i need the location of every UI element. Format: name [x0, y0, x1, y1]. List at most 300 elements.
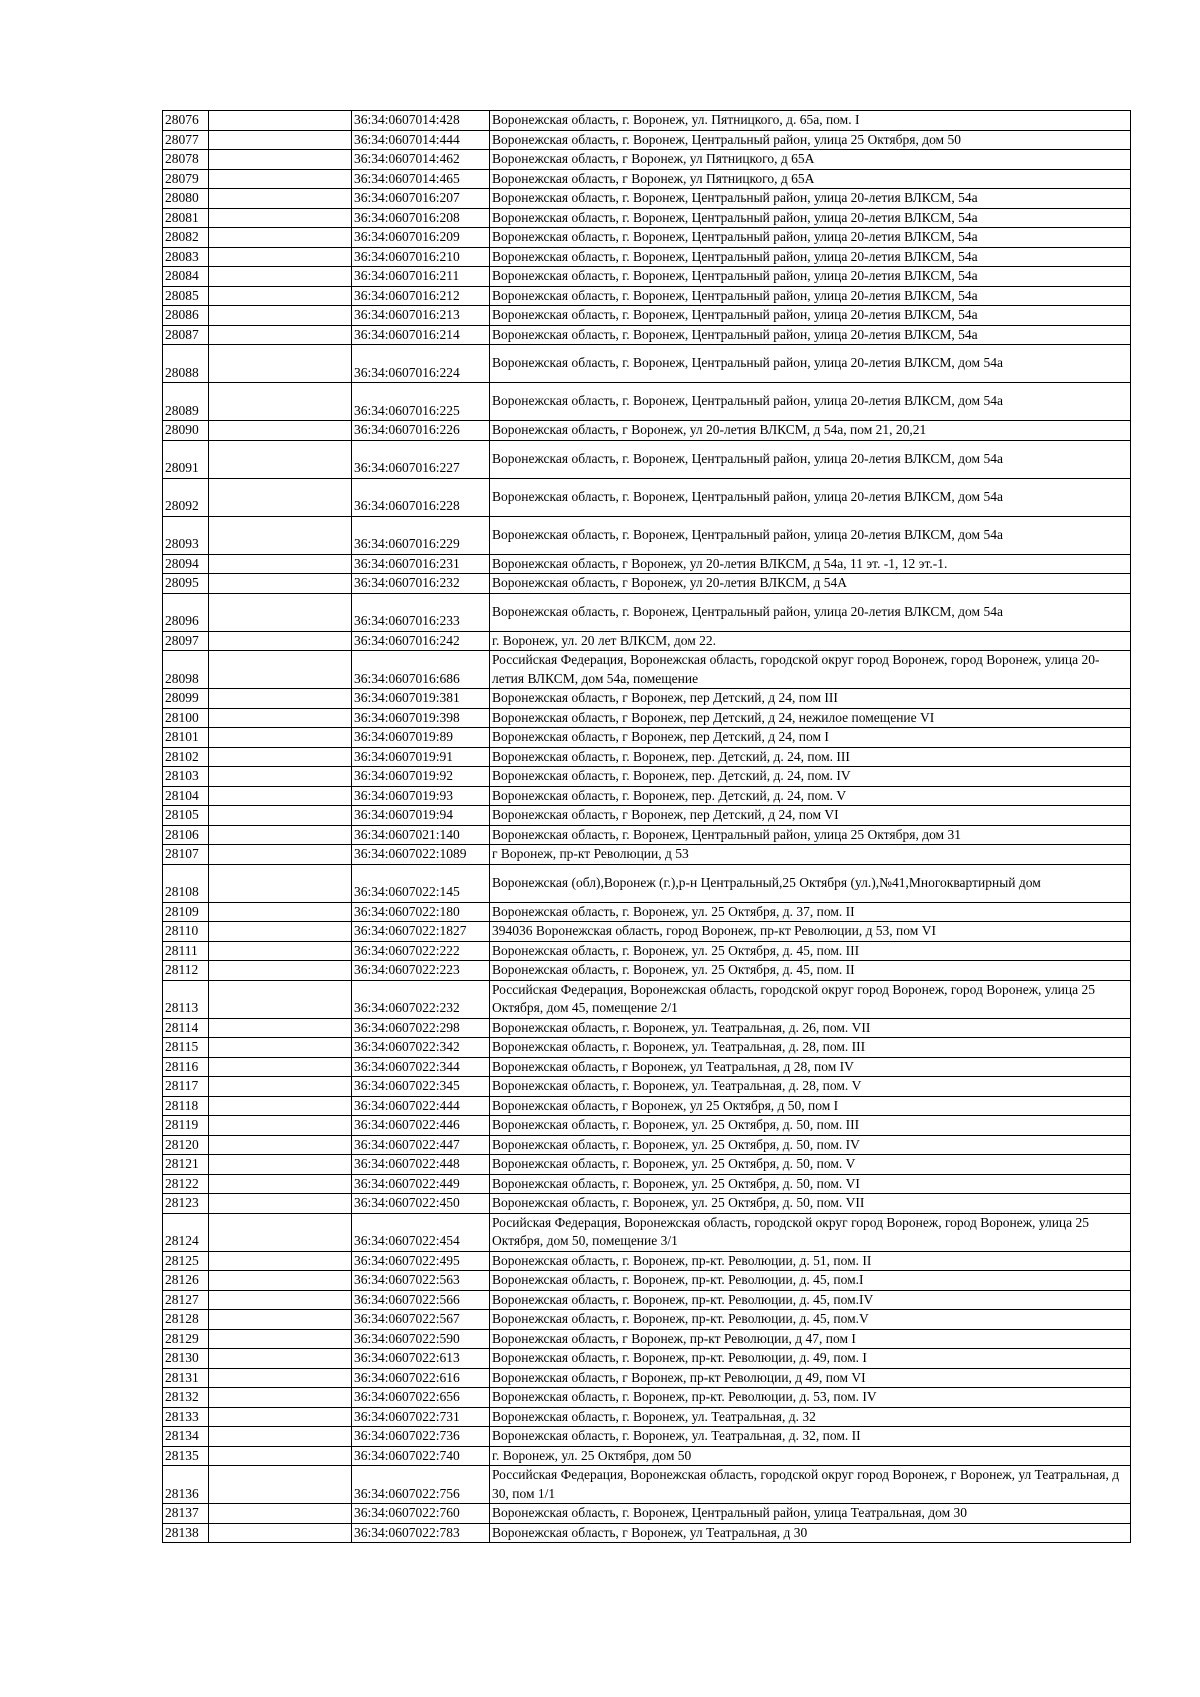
blank-cell [209, 267, 352, 287]
cadastral-number-cell: 36:34:0607019:398 [352, 708, 490, 728]
cadastral-number-cell: 36:34:0607022:1827 [352, 922, 490, 942]
address-cell: Воронежская область, г Воронеж, ул 20-летия ВЛКСМ, д 54а, 11 эт. -1, 12 эт.-1. [490, 554, 1131, 574]
address-cell: Воронежская область, г. Воронеж, пер. Детский, д. 24, пом. IV [490, 767, 1131, 787]
table-row [163, 767, 1131, 787]
table-row [163, 1427, 1131, 1447]
num-cell: 28081 [163, 208, 209, 228]
num-cell: 28080 [163, 189, 209, 209]
blank-cell [209, 478, 352, 516]
table-row [163, 208, 1131, 228]
blank-cell [209, 1057, 352, 1077]
num-cell: 28076 [163, 111, 209, 131]
num-cell: 28134 [163, 1427, 209, 1447]
cadastral-number-cell: 36:34:0607022:566 [352, 1290, 490, 1310]
table-row [163, 383, 1131, 421]
num-cell: 28108 [163, 864, 209, 902]
cadastral-number-cell: 36:34:0607022:1089 [352, 845, 490, 865]
num-cell: 28084 [163, 267, 209, 287]
cadastral-number-cell: 36:34:0607016:225 [352, 383, 490, 421]
address-cell: Воронежская область, г Воронеж, ул 20-летия ВЛКСМ, д 54А [490, 574, 1131, 594]
num-cell: 28122 [163, 1174, 209, 1194]
address-cell: Воронежская область, г. Воронеж, Центральный район, улица 20-летия ВЛКСМ, дом 54а [490, 478, 1131, 516]
num-cell: 28079 [163, 169, 209, 189]
table-row [163, 864, 1131, 902]
cadastral-number-cell: 36:34:0607014:465 [352, 169, 490, 189]
cadastral-number-cell: 36:34:0607022:760 [352, 1504, 490, 1524]
cadastral-number-cell: 36:34:0607016:212 [352, 286, 490, 306]
blank-cell [209, 1310, 352, 1330]
num-cell: 28087 [163, 325, 209, 345]
num-cell: 28107 [163, 845, 209, 865]
cadastral-number-cell: 36:34:0607022:447 [352, 1135, 490, 1155]
cadastral-number-cell: 36:34:0607016:686 [352, 651, 490, 689]
address-cell: Воронежская область, г. Воронеж, Центральный район, улица 20-летия ВЛКСМ, дом 54а [490, 516, 1131, 554]
cadastral-number-cell: 36:34:0607021:140 [352, 825, 490, 845]
table-row [163, 440, 1131, 478]
address-cell: Воронежская область, г. Воронеж, ул. 25 Октября, д. 50, пом. III [490, 1116, 1131, 1136]
address-cell: Воронежская область, г Воронеж, ул Пятницкого, д 65А [490, 169, 1131, 189]
table-row [163, 747, 1131, 767]
address-cell: Российская Федерация, Воронежская область, городской округ город Воронеж, город Воронеж, улица 25 Октября, дом 45, помещение 2/1 [490, 980, 1131, 1018]
cadastral-number-cell: 36:34:0607022:613 [352, 1349, 490, 1369]
num-cell: 28097 [163, 631, 209, 651]
address-cell: Воронежская область, г Воронеж, ул Театральная, д 30 [490, 1523, 1131, 1543]
table-row [163, 150, 1131, 170]
address-cell: Воронежская область, г. Воронеж, Центральный район, улица 25 Октября, дом 50 [490, 130, 1131, 150]
blank-cell [209, 150, 352, 170]
table-row [163, 1057, 1131, 1077]
cadastral-number-cell: 36:34:0607022:731 [352, 1407, 490, 1427]
address-cell: Воронежская область, г. Воронеж, пр-кт. Революции, д. 45, пом.V [490, 1310, 1131, 1330]
table-row [163, 786, 1131, 806]
num-cell: 28111 [163, 941, 209, 961]
table-row [163, 421, 1131, 441]
table-row [163, 1466, 1131, 1504]
cadastral-number-cell: 36:34:0607016:231 [352, 554, 490, 574]
blank-cell [209, 1290, 352, 1310]
address-cell: Воронежская область, г. Воронеж, Центральный район, улица 25 Октября, дом 31 [490, 825, 1131, 845]
num-cell: 28102 [163, 747, 209, 767]
cadastral-number-cell: 36:34:0607022:232 [352, 980, 490, 1018]
cadastral-number-cell: 36:34:0607016:213 [352, 306, 490, 326]
blank-cell [209, 631, 352, 651]
table-row [163, 1135, 1131, 1155]
address-cell: Воронежская область, г Воронеж, пер Детский, д 24, пом VI [490, 806, 1131, 826]
address-cell: Воронежская область, г. Воронеж, Центральный район, улица Театральная, дом 30 [490, 1504, 1131, 1524]
address-cell: Воронежская область, г. Воронеж, Центральный район, улица 20-летия ВЛКСМ, 54а [490, 286, 1131, 306]
cadastral-number-cell: 36:34:0607022:563 [352, 1271, 490, 1291]
blank-cell [209, 111, 352, 131]
blank-cell [209, 1388, 352, 1408]
table-row [163, 1077, 1131, 1097]
cadastral-number-cell: 36:34:0607019:92 [352, 767, 490, 787]
cadastral-number-cell: 36:34:0607022:756 [352, 1466, 490, 1504]
blank-cell [209, 1407, 352, 1427]
num-cell: 28083 [163, 247, 209, 267]
num-cell: 28104 [163, 786, 209, 806]
num-cell: 28082 [163, 228, 209, 248]
address-cell: Воронежская область, г. Воронеж, Центральный район, улица 20-летия ВЛКСМ, 54а [490, 208, 1131, 228]
blank-cell [209, 1427, 352, 1447]
address-cell: Воронежская область, г. Воронеж, пр-кт. Революции, д. 49, пом. I [490, 1349, 1131, 1369]
blank-cell [209, 786, 352, 806]
table-row [163, 554, 1131, 574]
table-row [163, 1174, 1131, 1194]
blank-cell [209, 961, 352, 981]
cadastral-number-cell: 36:34:0607016:211 [352, 267, 490, 287]
blank-cell [209, 574, 352, 594]
table-row [163, 1329, 1131, 1349]
blank-cell [209, 306, 352, 326]
table-row [163, 1290, 1131, 1310]
blank-cell [209, 554, 352, 574]
table-row [163, 806, 1131, 826]
cadastral-number-cell: 36:34:0607022:590 [352, 1329, 490, 1349]
cadastral-number-cell: 36:34:0607016:229 [352, 516, 490, 554]
address-cell: Воронежская область, г. Воронеж, Центральный район, улица 20-летия ВЛКСМ, 54а [490, 325, 1131, 345]
address-cell: Воронежская область, г. Воронеж, пер. Детский, д. 24, пом. V [490, 786, 1131, 806]
num-cell: 28098 [163, 651, 209, 689]
address-cell: Воронежская область, г Воронеж, ул 25 Октября, д 50, пом I [490, 1096, 1131, 1116]
blank-cell [209, 1446, 352, 1466]
cadastral-number-cell: 36:34:0607014:428 [352, 111, 490, 131]
address-cell: Воронежская область, г. Воронеж, ул. Театральная, д. 32, пом. II [490, 1427, 1131, 1447]
table-row [163, 267, 1131, 287]
num-cell: 28085 [163, 286, 209, 306]
cadastral-number-cell: 36:34:0607022:449 [352, 1174, 490, 1194]
num-cell: 28135 [163, 1446, 209, 1466]
blank-cell [209, 1523, 352, 1543]
blank-cell [209, 1349, 352, 1369]
table-row [163, 1523, 1131, 1543]
table-row [163, 728, 1131, 748]
cadastral-number-cell: 36:34:0607016:209 [352, 228, 490, 248]
cadastral-number-cell: 36:34:0607022:222 [352, 941, 490, 961]
num-cell: 28106 [163, 825, 209, 845]
table-row [163, 1446, 1131, 1466]
blank-cell [209, 1135, 352, 1155]
num-cell: 28138 [163, 1523, 209, 1543]
blank-cell [209, 864, 352, 902]
table-row [163, 1504, 1131, 1524]
cadastral-number-cell: 36:34:0607016:233 [352, 593, 490, 631]
address-cell: Воронежская область, г Воронеж, пер Детский, д 24, пом III [490, 689, 1131, 709]
address-cell: Воронежская область, г. Воронеж, Центральный район, улица 20-летия ВЛКСМ, 54а [490, 306, 1131, 326]
address-cell: Воронежская область, г. Воронеж, ул. Театральная, д. 32 [490, 1407, 1131, 1427]
address-cell: Воронежская область, г Воронеж, пер Детский, д 24, нежилое помещение VI [490, 708, 1131, 728]
cadastral-number-cell: 36:34:0607014:444 [352, 130, 490, 150]
table-row [163, 902, 1131, 922]
table-row [163, 1388, 1131, 1408]
blank-cell [209, 845, 352, 865]
cadastral-number-cell: 36:34:0607022:448 [352, 1155, 490, 1175]
num-cell: 28086 [163, 306, 209, 326]
cadastral-number-cell: 36:34:0607022:345 [352, 1077, 490, 1097]
table-row [163, 825, 1131, 845]
blank-cell [209, 130, 352, 150]
cadastral-number-cell: 36:34:0607022:446 [352, 1116, 490, 1136]
table-row [163, 651, 1131, 689]
table-row [163, 1155, 1131, 1175]
cadastral-number-cell: 36:34:0607016:210 [352, 247, 490, 267]
num-cell: 28132 [163, 1388, 209, 1408]
table-row [163, 130, 1131, 150]
address-cell: Воронежская область, г. Воронеж, пр-кт. Революции, д. 45, пом.IV [490, 1290, 1131, 1310]
address-cell: 394036 Воронежская область, город Воронеж, пр-кт Революции, д 53, пом VI [490, 922, 1131, 942]
table-row [163, 325, 1131, 345]
document-sheet [162, 110, 1130, 1543]
cadastral-number-cell: 36:34:0607016:227 [352, 440, 490, 478]
blank-cell [209, 1368, 352, 1388]
table-row [163, 516, 1131, 554]
address-cell: Воронежская область, г Воронеж, пр-кт Революции, д 49, пом VI [490, 1368, 1131, 1388]
blank-cell [209, 767, 352, 787]
blank-cell [209, 651, 352, 689]
table-row [163, 1349, 1131, 1369]
table-row [163, 247, 1131, 267]
num-cell: 28093 [163, 516, 209, 554]
cadastral-number-cell: 36:34:0607016:208 [352, 208, 490, 228]
address-cell: г Воронеж, пр-кт Революции, д 53 [490, 845, 1131, 865]
address-cell: Воронежская область, г. Воронеж, ул. 25 Октября, д. 50, пом. VII [490, 1194, 1131, 1214]
address-cell: Воронежская область, г. Воронеж, ул. 25 Октября, д. 50, пом. IV [490, 1135, 1131, 1155]
blank-cell [209, 806, 352, 826]
table-row [163, 345, 1131, 383]
cadastral-number-cell: 36:34:0607022:450 [352, 1194, 490, 1214]
table-row [163, 286, 1131, 306]
blank-cell [209, 902, 352, 922]
cadastral-number-cell: 36:34:0607022:740 [352, 1446, 490, 1466]
num-cell: 28112 [163, 961, 209, 981]
table-row [163, 189, 1131, 209]
address-cell: г. Воронеж, ул. 25 Октября, дом 50 [490, 1446, 1131, 1466]
address-cell: Воронежская область, г. Воронеж, ул. 25 Октября, д. 45, пом. II [490, 961, 1131, 981]
blank-cell [209, 325, 352, 345]
num-cell: 28133 [163, 1407, 209, 1427]
table-row [163, 845, 1131, 865]
table-row [163, 111, 1131, 131]
num-cell: 28114 [163, 1018, 209, 1038]
cadastral-number-cell: 36:34:0607022:180 [352, 902, 490, 922]
num-cell: 28117 [163, 1077, 209, 1097]
cadastral-number-cell: 36:34:0607016:232 [352, 574, 490, 594]
address-cell: Воронежская область, г. Воронеж, Центральный район, улица 20-летия ВЛКСМ, дом 54а [490, 593, 1131, 631]
cadastral-number-cell: 36:34:0607022:444 [352, 1096, 490, 1116]
num-cell: 28109 [163, 902, 209, 922]
blank-cell [209, 169, 352, 189]
address-cell: Воронежская область, г. Воронеж, ул. Театральная, д. 28, пом. V [490, 1077, 1131, 1097]
address-cell: Воронежская область, г. Воронеж, Центральный район, улица 20-летия ВЛКСМ, 54а [490, 189, 1131, 209]
table-row [163, 1194, 1131, 1214]
cadastral-number-cell: 36:34:0607019:93 [352, 786, 490, 806]
num-cell: 28121 [163, 1155, 209, 1175]
blank-cell [209, 208, 352, 228]
num-cell: 28089 [163, 383, 209, 421]
table-row [163, 708, 1131, 728]
table-row [163, 1251, 1131, 1271]
blank-cell [209, 1096, 352, 1116]
cadastral-number-cell: 36:34:0607022:344 [352, 1057, 490, 1077]
num-cell: 28128 [163, 1310, 209, 1330]
blank-cell [209, 980, 352, 1018]
table-row [163, 1116, 1131, 1136]
cadastral-number-cell: 36:34:0607022:495 [352, 1251, 490, 1271]
num-cell: 28120 [163, 1135, 209, 1155]
blank-cell [209, 728, 352, 748]
blank-cell [209, 1329, 352, 1349]
table-row [163, 1368, 1131, 1388]
address-cell: Воронежская область, г. Воронеж, ул. 25 Октября, д. 50, пом. VI [490, 1174, 1131, 1194]
blank-cell [209, 593, 352, 631]
address-cell: г. Воронеж, ул. 20 лет ВЛКСМ, дом 22. [490, 631, 1131, 651]
address-cell: Воронежская область, г. Воронеж, ул. 25 Октября, д. 37, пом. II [490, 902, 1131, 922]
address-cell: Воронежская область, г. Воронеж, Центральный район, улица 20-летия ВЛКСМ, дом 54а [490, 440, 1131, 478]
address-cell: Воронежская область, г. Воронеж, пр-кт. Революции, д. 53, пом. IV [490, 1388, 1131, 1408]
num-cell: 28105 [163, 806, 209, 826]
blank-cell [209, 421, 352, 441]
num-cell: 28127 [163, 1290, 209, 1310]
num-cell: 28091 [163, 440, 209, 478]
cadastral-number-cell: 36:34:0607022:298 [352, 1018, 490, 1038]
table-row [163, 1407, 1131, 1427]
num-cell: 28077 [163, 130, 209, 150]
address-cell: Воронежская область, г. Воронеж, ул. Пятницкого, д. 65а, пом. I [490, 111, 1131, 131]
num-cell: 28103 [163, 767, 209, 787]
num-cell: 28130 [163, 1349, 209, 1369]
num-cell: 28090 [163, 421, 209, 441]
address-cell: Воронежская (обл),Воронеж (г.),р-н Центральный,25 Октября (ул.),№41,Многоквартирный дом [490, 864, 1131, 902]
table-row [163, 478, 1131, 516]
num-cell: 28118 [163, 1096, 209, 1116]
num-cell: 28101 [163, 728, 209, 748]
address-cell: Российская Федерация, Воронежская область, городской округ город Воронеж, г Воронеж, ул Театральная, д 30, пом 1/1 [490, 1466, 1131, 1504]
cadastral-number-cell: 36:34:0607019:94 [352, 806, 490, 826]
table-row [163, 980, 1131, 1018]
num-cell: 28115 [163, 1038, 209, 1058]
address-cell: Воронежская область, г Воронеж, ул Пятницкого, д 65А [490, 150, 1131, 170]
blank-cell [209, 1018, 352, 1038]
table-row [163, 1310, 1131, 1330]
blank-cell [209, 941, 352, 961]
address-cell: Воронежская область, г. Воронеж, Центральный район, улица 20-летия ВЛКСМ, 54а [490, 267, 1131, 287]
table-row [163, 228, 1131, 248]
cadastral-number-cell: 36:34:0607016:242 [352, 631, 490, 651]
table-row [163, 306, 1131, 326]
cadastral-number-cell: 36:34:0607016:207 [352, 189, 490, 209]
num-cell: 28078 [163, 150, 209, 170]
table-row [163, 574, 1131, 594]
address-cell: Воронежская область, г. Воронеж, Центральный район, улица 20-летия ВЛКСМ, 54а [490, 247, 1131, 267]
registry-table [162, 110, 1131, 1543]
table-row [163, 961, 1131, 981]
address-cell: Воронежская область, г Воронеж, пр-кт Революции, д 47, пом I [490, 1329, 1131, 1349]
table-row [163, 1038, 1131, 1058]
blank-cell [209, 1213, 352, 1251]
table-row [163, 1271, 1131, 1291]
cadastral-number-cell: 36:34:0607016:224 [352, 345, 490, 383]
address-cell: Воронежская область, г. Воронеж, Центральный район, улица 20-летия ВЛКСМ, 54а [490, 228, 1131, 248]
address-cell: Российская Федерация, Воронежская область, городской округ город Воронеж, город Воронеж, улица 20-летия ВЛКСМ, дом 54а, помещение [490, 651, 1131, 689]
cadastral-number-cell: 36:34:0607019:381 [352, 689, 490, 709]
cadastral-number-cell: 36:34:0607022:783 [352, 1523, 490, 1543]
blank-cell [209, 708, 352, 728]
cadastral-number-cell: 36:34:0607014:462 [352, 150, 490, 170]
blank-cell [209, 1251, 352, 1271]
cadastral-number-cell: 36:34:0607022:145 [352, 864, 490, 902]
num-cell: 28119 [163, 1116, 209, 1136]
address-cell: Воронежская область, г. Воронеж, ул. Театральная, д. 26, пом. VII [490, 1018, 1131, 1038]
blank-cell [209, 286, 352, 306]
cadastral-number-cell: 36:34:0607022:656 [352, 1388, 490, 1408]
num-cell: 28100 [163, 708, 209, 728]
num-cell: 28126 [163, 1271, 209, 1291]
address-cell: Воронежская область, г. Воронеж, ул. Театральная, д. 28, пом. III [490, 1038, 1131, 1058]
cadastral-number-cell: 36:34:0607016:214 [352, 325, 490, 345]
num-cell: 28137 [163, 1504, 209, 1524]
address-cell: Воронежская область, г. Воронеж, ул. 25 Октября, д. 50, пом. V [490, 1155, 1131, 1175]
cadastral-number-cell: 36:34:0607022:223 [352, 961, 490, 981]
cadastral-number-cell: 36:34:0607019:89 [352, 728, 490, 748]
num-cell: 28136 [163, 1466, 209, 1504]
blank-cell [209, 345, 352, 383]
cadastral-number-cell: 36:34:0607019:91 [352, 747, 490, 767]
registry-table-body [163, 111, 1131, 1543]
blank-cell [209, 1116, 352, 1136]
table-row [163, 941, 1131, 961]
blank-cell [209, 689, 352, 709]
table-row [163, 1018, 1131, 1038]
blank-cell [209, 747, 352, 767]
num-cell: 28092 [163, 478, 209, 516]
cadastral-number-cell: 36:34:0607016:228 [352, 478, 490, 516]
cadastral-number-cell: 36:34:0607022:567 [352, 1310, 490, 1330]
num-cell: 28131 [163, 1368, 209, 1388]
blank-cell [209, 247, 352, 267]
table-row [163, 169, 1131, 189]
blank-cell [209, 1271, 352, 1291]
cadastral-number-cell: 36:34:0607022:616 [352, 1368, 490, 1388]
blank-cell [209, 440, 352, 478]
table-row [163, 1213, 1131, 1251]
cadastral-number-cell: 36:34:0607022:736 [352, 1427, 490, 1447]
address-cell: Воронежская область, г. Воронеж, пер. Детский, д. 24, пом. III [490, 747, 1131, 767]
blank-cell [209, 1038, 352, 1058]
blank-cell [209, 383, 352, 421]
blank-cell [209, 1155, 352, 1175]
cadastral-number-cell: 36:34:0607022:342 [352, 1038, 490, 1058]
cadastral-number-cell: 36:34:0607016:226 [352, 421, 490, 441]
num-cell: 28125 [163, 1251, 209, 1271]
num-cell: 28110 [163, 922, 209, 942]
blank-cell [209, 1077, 352, 1097]
blank-cell [209, 189, 352, 209]
num-cell: 28094 [163, 554, 209, 574]
address-cell: Воронежская область, г. Воронеж, ул. 25 Октября, д. 45, пом. III [490, 941, 1131, 961]
blank-cell [209, 228, 352, 248]
num-cell: 28095 [163, 574, 209, 594]
num-cell: 28099 [163, 689, 209, 709]
blank-cell [209, 825, 352, 845]
num-cell: 28096 [163, 593, 209, 631]
blank-cell [209, 922, 352, 942]
address-cell: Воронежская область, г. Воронеж, Центральный район, улица 20-летия ВЛКСМ, дом 54а [490, 345, 1131, 383]
blank-cell [209, 1466, 352, 1504]
blank-cell [209, 516, 352, 554]
num-cell: 28123 [163, 1194, 209, 1214]
num-cell: 28116 [163, 1057, 209, 1077]
cadastral-number-cell: 36:34:0607022:454 [352, 1213, 490, 1251]
table-row [163, 593, 1131, 631]
